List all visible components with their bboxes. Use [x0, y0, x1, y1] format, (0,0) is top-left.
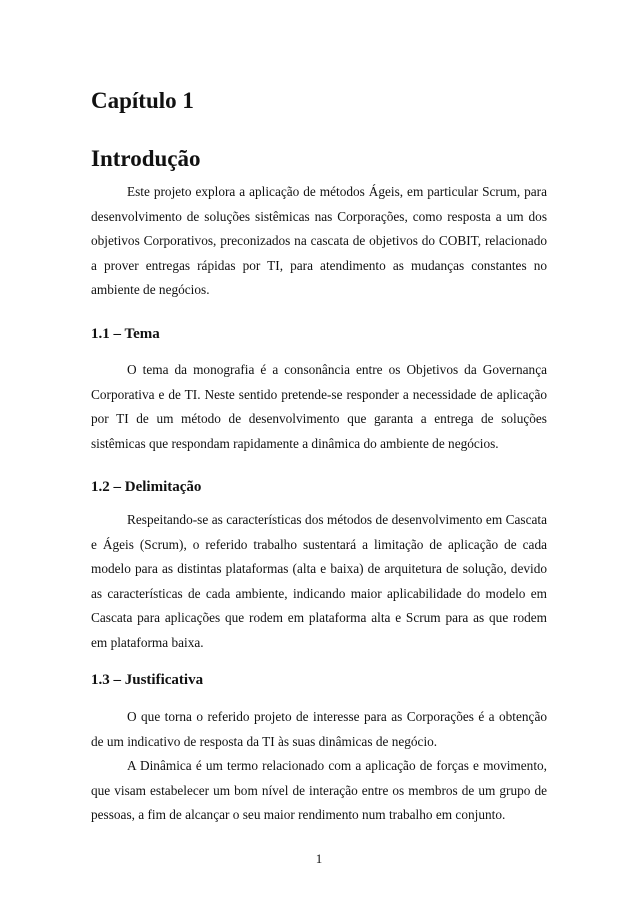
- chapter-number: Capítulo 1: [91, 88, 194, 113]
- page-number: 1: [315, 851, 323, 866]
- chapter-title: Introdução: [91, 146, 201, 171]
- section-heading-delimitacao: 1.2 – Delimitação: [91, 479, 202, 495]
- tema-paragraph: O tema da monografia é a consonância entre os Objetivos da Governança Corporativa e de TI. Neste sentido pretende-se responder a necessidade de aplicação por TI de um método de desenvolvimento que garanta a entrega de soluções sistêmicas que respondam rapidamente a dinâmica do ambiente de negócios.: [91, 362, 547, 451]
- justificativa-paragraph-2: A Dinâmica é um termo relacionado com a aplicação de forças e movimento, que visam estabelecer um bom nível de interação entre os membros de um grupo de pessoas, a fim de alcançar o seu maior rendimento num trabalho em conjunto.: [91, 758, 547, 823]
- section-heading-tema: 1.1 – Tema: [91, 326, 160, 342]
- delimitacao-paragraph: Respeitando-se as características dos métodos de desenvolvimento em Cascata e Ágeis (Scrum), o referido trabalho sustentará a limitação de aplicação de cada modelo para as distintas plataformas (alta e baixa) de arquitetura de solução, devido as características de cada ambiente, indicando maior aplicabilidade do modelo em Cascata para aplicações que rodem em plataforma alta e Scrum para as que rodem em plataforma baixa.: [91, 512, 547, 650]
- intro-paragraph: Este projeto explora a aplicação de métodos Ágeis, em particular Scrum, para desenvolvimento de soluções sistêmicas nas Corporações, como resposta a um dos objetivos Corporativos, preconizados na cascata de objetivos do COBIT, relacionado a prover entregas rápidas por TI, para atendimento as mudanças constantes no ambiente de negócios.: [91, 184, 547, 298]
- justificativa-paragraph-1: O que torna o referido projeto de interesse para as Corporações é a obtenção de um indicativo de resposta da TI às suas dinâmicas de negócio.: [91, 709, 547, 749]
- section-heading-justificativa: 1.3 – Justificativa: [91, 672, 204, 688]
